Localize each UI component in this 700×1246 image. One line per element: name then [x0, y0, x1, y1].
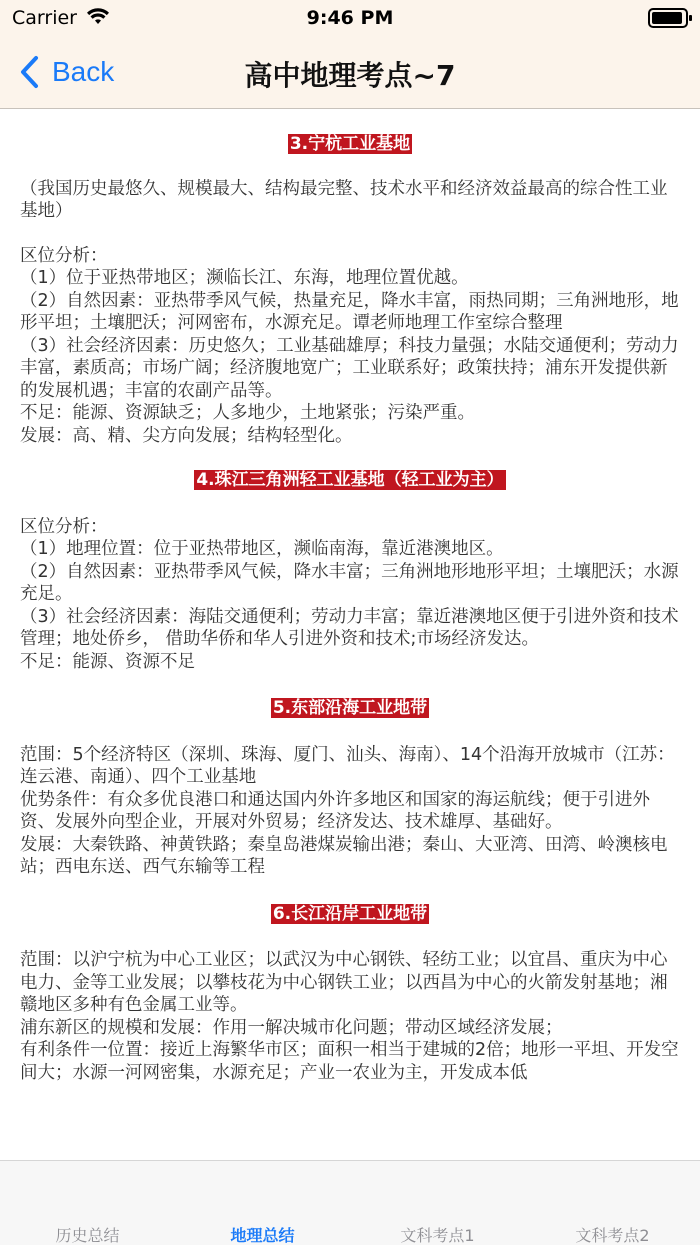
paragraph: （3）社会经济因素：历史悠久；工业基础雄厚；科技力量强；水陆交通便利；劳动力丰富，素质高；市场广阔；经济腹地宽广；工业联系好；政策扶持；浦东开发提供新的发展机遇；丰富的农副产品等。: [20, 335, 679, 401]
paragraph: 不足：能源、资源缺乏；人多地少，土地紧张；污染严重。: [20, 403, 475, 423]
paragraph: 区位分析：: [20, 516, 108, 537]
paragraph: 不足：能源、资源不足: [20, 651, 195, 672]
paragraph: 发展：大秦铁路、神黄铁路；秦皇岛港煤炭输出港；秦山、大亚湾、田湾、岭澳核电站；西电东送、西气东输等工程: [20, 834, 668, 877]
section-heading: 3.宁杭工业基地: [289, 134, 411, 154]
carrier-label: Carrier: [12, 7, 77, 29]
article-content[interactable]: [0, 109, 700, 1160]
paragraph: （我国历史最悠久、规模最大、结构最完整、技术水平和经济效益最高的综合性工业基地）: [20, 178, 668, 221]
section-heading: 6.长江沿岸工业地带: [272, 903, 428, 924]
paragraph: （1）位于亚热带地区；濒临长江、东海，地理位置优越。: [20, 268, 469, 288]
tab-bar: [0, 1160, 700, 1245]
tab-geography-summary[interactable]: 地理总结: [230, 1226, 295, 1245]
section-heading: 4.珠江三角洲轻工业基地（轻工业为主）: [196, 470, 504, 490]
paragraph: 发展：高、精、尖方向发展；结构轻型化。: [20, 425, 353, 446]
tab-liberal-arts-2[interactable]: 文科考点2: [575, 1226, 650, 1245]
paragraph: （2）自然因素：亚热带季风气候，热量充足，降水丰富，雨热同期；三角洲地形，地形平坦；土壤肥沃；河网密布，水源充足。谭老师地理工作室综合整理: [20, 290, 679, 333]
paragraph: 范围：5个经济特区（深圳、珠海、厦门、汕头、海南）、14个沿海开放城市（江苏：连云港、南通）、四个工业基地: [20, 744, 675, 787]
paragraph: （2）自然因素：亚热带季风气候，降水丰富；三角洲地形地形平坦；土壤肥沃；水源充足。: [20, 561, 679, 604]
paragraph: （3）社会经济因素：海陆交通便利；劳动力丰富；靠近港澳地区便于引进外资和技术管理；地处侨乡， 借助华侨和华人引进外资和技术;市场经济发达。: [20, 606, 679, 649]
tab-history-summary[interactable]: 历史总结: [55, 1226, 120, 1245]
status-bar: [0, 0, 700, 36]
clock: 9:46 PM: [306, 7, 394, 29]
paragraph: 区位分析：: [20, 245, 108, 266]
page-title: 高中地理考点~7: [244, 59, 456, 92]
paragraph: （1）地理位置：位于亚热带地区，濒临南海，靠近港澳地区。: [20, 539, 504, 559]
back-label: Back: [52, 56, 115, 87]
paragraph: 范围：以沪宁杭为中心工业区；以武汉为中心钢铁、轻纺工业；以宜昌、重庆为中心电力、金等工业发展；以攀枝花为中心钢铁工业；以西昌为中心的火箭发射基地；湘赣地区多种有色金属工业等。: [20, 950, 668, 1015]
battery-icon: [648, 8, 688, 28]
section-heading: 5.东部沿海工业地带: [272, 698, 428, 718]
tab-liberal-arts-1[interactable]: 文科考点1: [400, 1226, 475, 1245]
paragraph: 浦东新区的规模和发展：作用一解决城市化问题；带动区域经济发展；: [20, 1017, 563, 1038]
paragraph: 优势条件：有众多优良港口和通达国内外许多地区和国家的海运航线；便于引进外资、发展外向型企业，开展对外贸易；经济发达、技术雄厚、基础好。: [20, 789, 650, 832]
paragraph: 有利条件一位置：接近上海繁华市区；面积一相当于建城的2倍；地形一平坦、开发空间大；水源一河网密集，水源充足；产业一农业为主，开发成本低: [20, 1040, 679, 1083]
navigation-bar: [0, 36, 700, 109]
